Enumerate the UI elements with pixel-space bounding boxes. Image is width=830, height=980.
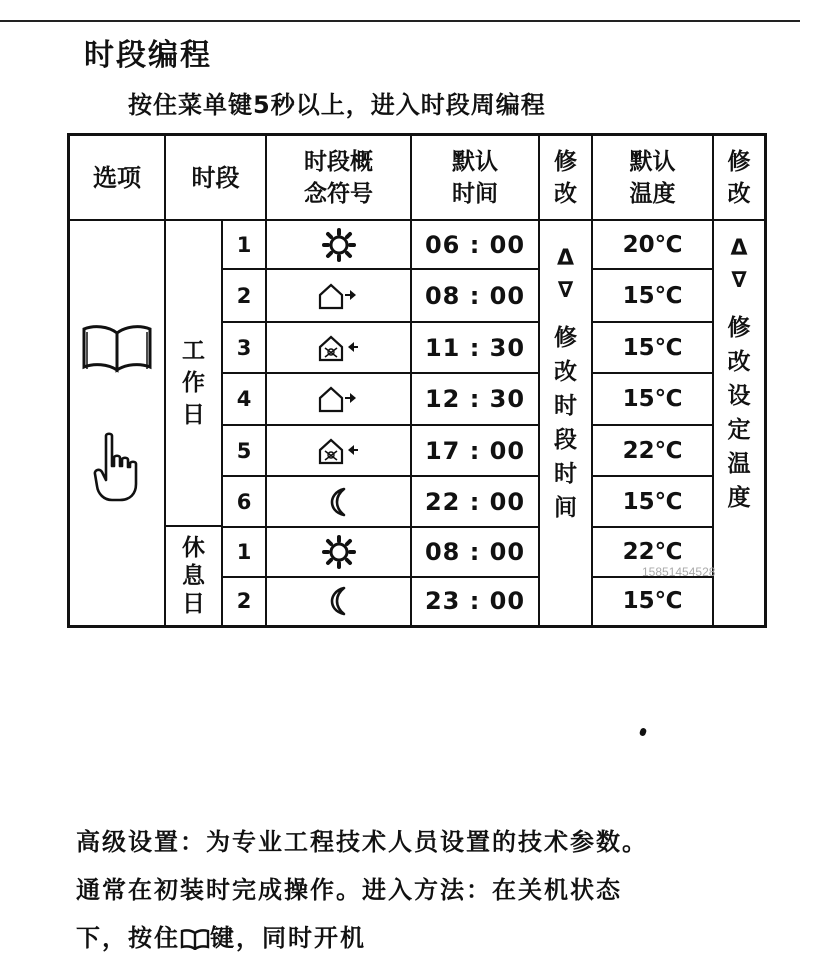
row-default-time: 22 : 00: [424, 487, 526, 516]
workday-label: 工 作 日: [182, 338, 205, 428]
header-modify-temp: 修 改: [727, 148, 751, 207]
row-default-temp: 15℃: [622, 386, 683, 412]
moon-icon: [328, 486, 350, 518]
row-symbol: [267, 527, 410, 577]
row-default-time: 17 : 00: [424, 436, 526, 465]
row-symbol: [267, 425, 410, 476]
row-default-temp: 22℃: [622, 437, 683, 464]
moon-icon: [328, 585, 350, 617]
top-rule: [0, 20, 800, 22]
row-default-time: 12 : 30: [424, 385, 526, 413]
watermark: 15851454528: [642, 565, 716, 579]
paragraph-line-1: 高级设置：为专业工程技术人员设置的技术参数。: [76, 828, 648, 856]
paragraph-line-3: 下，按住 键，同时开机: [76, 914, 796, 966]
row-index: 1: [236, 540, 252, 564]
row-default-time: 23 : 00: [424, 587, 526, 615]
header-period: 时段: [191, 163, 240, 192]
row-default-time: 08 : 00: [424, 281, 526, 310]
restday-label: 休 息 日: [182, 535, 205, 617]
modify-time-note: Δ ∇ 修 改 时 段 时 间: [554, 246, 577, 521]
row-index: 4: [236, 387, 252, 411]
header-default-temp: 默认 温度: [629, 148, 676, 207]
schedule-table: [67, 133, 767, 628]
row-index: 3: [236, 335, 252, 360]
house-leave-icon: [316, 281, 362, 311]
ink-dot: [639, 727, 647, 737]
row-default-temp: 15℃: [622, 588, 683, 614]
row-default-temp: 15℃: [622, 334, 683, 361]
book-key-icon: [180, 918, 210, 966]
row-default-temp: 15℃: [622, 282, 683, 309]
house-leave-icon: [316, 384, 362, 414]
modify-temp-note: Δ ∇ 修 改 设 定 温 度: [727, 236, 751, 511]
header-symbol: 时段概 念符号: [304, 148, 373, 207]
header-default-time: 默认 时间: [452, 148, 498, 207]
header-option: 选项: [93, 163, 141, 192]
row-symbol: [267, 476, 410, 527]
row-default-temp: 22℃: [622, 539, 683, 565]
row-index: 5: [236, 438, 252, 463]
house-return-icon: [316, 333, 362, 363]
paragraph-line-2: 通常在初装时完成操作。进入方法：在关机状态: [76, 876, 622, 904]
row-symbol: [267, 373, 410, 425]
house-return-icon: [316, 436, 362, 466]
row-default-temp: 15℃: [622, 488, 683, 515]
row-index: 2: [236, 283, 252, 308]
book-icon: [70, 318, 164, 378]
row-default-time: 11 : 30: [424, 333, 526, 362]
header-modify-time: 修 改: [554, 148, 577, 207]
row-index: 6: [236, 489, 252, 514]
row-symbol: [267, 221, 410, 269]
page-title: 时段编程: [84, 38, 212, 73]
row-index: 1: [236, 233, 252, 257]
row-symbol: [267, 322, 410, 373]
page-subtitle: 按住菜单键5秒以上，进入时段周编程: [128, 91, 546, 119]
hand-pointer-icon: [70, 428, 164, 508]
row-default-time: 06 : 00: [424, 231, 526, 259]
sun-icon: [322, 535, 356, 569]
advanced-settings-paragraph: [76, 818, 796, 966]
row-symbol: [267, 269, 410, 322]
sun-icon: [322, 228, 356, 262]
row-default-temp: 20℃: [622, 232, 683, 258]
row-index: 2: [236, 589, 252, 613]
row-default-time: 08 : 00: [424, 538, 526, 566]
row-symbol: [267, 577, 410, 625]
